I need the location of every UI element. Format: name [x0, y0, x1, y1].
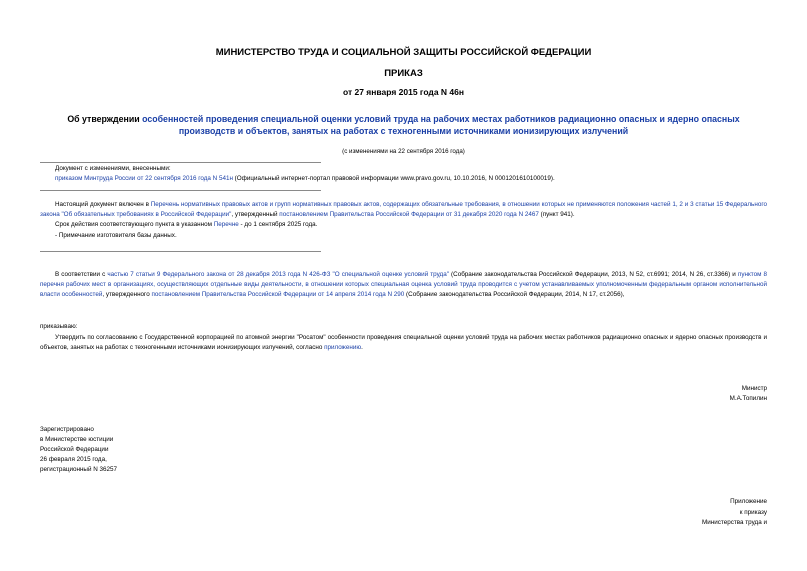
body-link-appendix[interactable]: приложению: [324, 344, 362, 352]
body-text: (Собрание законодательства Российской Федерации, 2014, N 17, ст.2056),: [404, 291, 625, 299]
appendix-line: Министерства труда и: [702, 519, 767, 526]
body-text: .: [361, 344, 363, 352]
amend-line: [55, 174, 775, 184]
document-date-number: от 27 января 2015 года N 46н: [342, 87, 464, 97]
body-paragraph-1: [40, 270, 767, 301]
divider-bottom: [40, 251, 321, 252]
notice-text: (пункт 941).: [538, 211, 575, 219]
document-type: ПРИКАЗ: [384, 68, 423, 79]
registration-line: Российской Федерации: [40, 446, 109, 453]
notice-block: [40, 200, 767, 241]
document-title: [40, 113, 767, 137]
signature-name: М.А.Топилин: [729, 395, 767, 402]
changes-note: (с изменениями на 22 сентября 2016 года): [342, 148, 465, 155]
registration-block: [40, 425, 117, 475]
body-link-law[interactable]: частью 7 статьи 9 Федерального закона от 28 декабря 2013 года N 426-ФЗ "О специальной оценке условий труда": [107, 271, 449, 278]
signature-block: [730, 384, 767, 404]
notice-paragraph-1: [40, 200, 767, 220]
registration-line: в Министерстве юстиции: [40, 436, 114, 443]
signature-role: Министр: [741, 385, 767, 392]
body-text: В соответствии с: [55, 271, 108, 278]
registration-line: Зарегистрировано: [40, 426, 94, 433]
appendix-line: к приказу: [739, 508, 767, 516]
amend-tail: (Официальный интернет-портал правовой информации www.pravo.gov.ru, 10.10.2016, N 0001201610100019).: [232, 174, 555, 182]
order-word: приказываю:: [40, 323, 78, 330]
notice-link-postanovlenie[interactable]: постановлением Правительства Российской Федерации от 31 декабря 2020 года N 2467: [279, 211, 539, 219]
body-paragraph-2: [40, 333, 767, 353]
ministry-heading: МИНИСТЕРСТВО ТРУДА И СОЦИАЛЬНОЙ ЗАЩИТЫ РОССИЙСКОЙ ФЕДЕРАЦИИ: [215, 47, 592, 58]
body-text: (Собрание законодательства Российской Федерации, 2013, N 52, ст.6991; 2014, N 26, ст.3366) и: [448, 271, 738, 278]
amend-link[interactable]: приказом Минтруда России от 22 сентября 2016 года N 541н: [55, 174, 233, 182]
notice-paragraph-2: [40, 220, 767, 230]
registration-line: 26 февраля 2015 года,: [40, 456, 107, 463]
notice-link-perechne[interactable]: Перечне: [213, 221, 239, 229]
body-paragraph-1-text: [40, 270, 767, 301]
notice-link-perechen[interactable]: Перечень нормативных правовых актов и групп нормативных правовых актов, содержащих обязательные требования, в отношении которых не применяются положения частей 1, 2 и 3 статьи 15 Федерального закона "Об обязательных требованиях в Российской Федерации": [40, 201, 767, 219]
amend-intro: Документ с изменениями, внесенными:: [55, 165, 171, 172]
notice-text: - до 1 сентября 2025 года.: [238, 221, 318, 229]
body-paragraph-2-text: [40, 333, 767, 353]
title-link[interactable]: особенностей проведения специальной оценки условий труда на рабочих местах работников радиационно опасных и ядерно опасных производств и объектов, занятых на работах с техногенными источниками ионизирующих излучений: [142, 114, 740, 136]
amend-box: [55, 164, 775, 183]
notice-paragraph-3: - Примечание изготовителя базы данных.: [55, 231, 177, 239]
body-text: , утвержденного: [102, 291, 152, 299]
body-link-punkt8[interactable]: пунктом 8 перечня рабочих мест в организациях, осуществляющих отдельные виды деятельности, в отношении которых специальная оценка условий труда проводится с учетом устанавливаемых уполномоченным федеральным органом исполнительной власти особенностей: [40, 271, 767, 299]
notice-text: , утвержденный: [231, 211, 280, 219]
body-link-postanovlenie[interactable]: постановлением Правительства Российской Федерации от 14 апреля 2014 года N 290: [151, 291, 405, 299]
appendix-header: [702, 497, 767, 529]
appendix-line: Приложение: [730, 498, 767, 505]
divider-mid: [40, 190, 321, 191]
notice-text: Срок действия соответствующего пункта в указанном: [55, 221, 214, 229]
body-text: Утвердить по согласованию с Государственной корпорацией по атомной энергии "Росатом" особенности проведения специальной оценки условий труда на рабочих местах работников радиационно опасных и ядерно опасных производств и объектов, занятых на работах с техногенными источниками ионизирующих излучений, согласно: [40, 334, 767, 352]
divider-top: [40, 162, 321, 163]
notice-text: Настоящий документ включен в: [55, 201, 151, 208]
title-prefix: Об утверждении: [67, 114, 143, 124]
registration-line: регистрационный N 36257: [40, 466, 118, 473]
